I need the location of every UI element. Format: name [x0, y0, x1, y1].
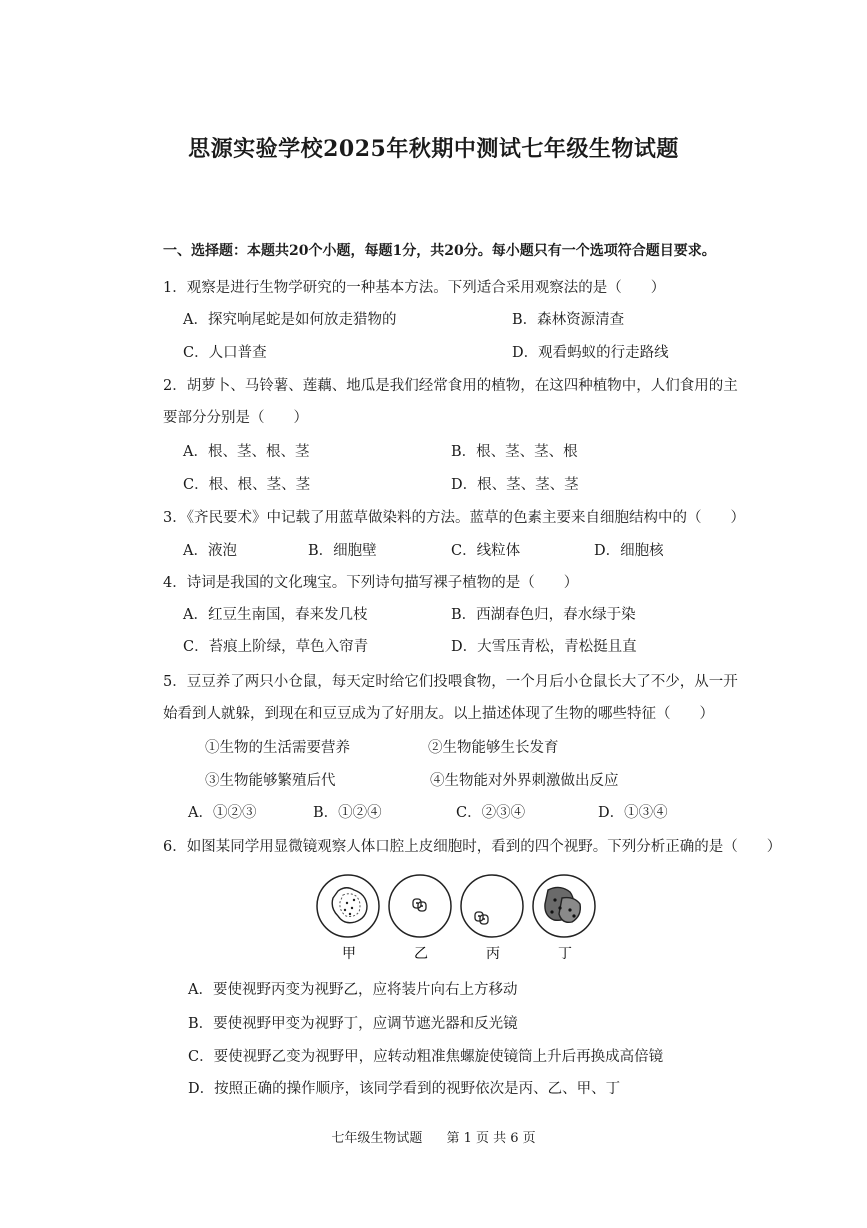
- field-jia: [317, 875, 379, 937]
- question-3-option-d: D．细胞核: [594, 543, 664, 559]
- question-1-stem: 1．观察是进行生物学研究的一种基本方法。下列适合采用观察法的是（ ）: [163, 280, 666, 296]
- question-5-stem-line1: 5．豆豆养了两只小仓鼠，每天定时给它们投喂食物，一个月后小仓鼠长大了不少，从一开: [163, 674, 738, 690]
- question-3-option-a: A．液泡: [183, 543, 237, 559]
- question-5-option-a: A．①②③: [188, 805, 257, 821]
- field-label-ding: 丁: [558, 946, 572, 962]
- footer-page-number: 第 1 页 共 6 页: [446, 1131, 536, 1146]
- question-2-stem-line1: 2．胡萝卜、马铃薯、莲藕、地瓜是我们经常食用的植物，在这四种植物中，人们食用的主: [163, 378, 738, 394]
- question-6-option-a: A．要使视野丙变为视野乙，应将装片向右上方移动: [188, 982, 518, 998]
- field-label-jia: 甲: [342, 946, 356, 962]
- question-6-option-c: C．要使视野乙变为视野甲，应转动粗准焦螺旋使镜筒上升后再换成高倍镜: [188, 1049, 664, 1065]
- question-6-stem: 6．如图某同学用显微镜观察人体口腔上皮细胞时，看到的四个视野。下列分析正确的是（ ）: [163, 839, 782, 855]
- question-4-option-b: B．西湖春色归，春水绿于染: [451, 607, 636, 623]
- section-heading: 一、选择题：本题共20个小题，每题1分，共20分。每小题只有一个选项符合题目要求。: [163, 243, 716, 259]
- question-2-option-c: C．根、根、茎、茎: [183, 477, 311, 493]
- question-5-option-d: D．①③④: [598, 805, 668, 821]
- question-1-option-c: C．人口普查: [183, 345, 267, 361]
- question-5-statement-1: ①生物的生活需要营养: [205, 740, 350, 756]
- field-bing: [461, 875, 523, 937]
- question-4-option-c: C．苔痕上阶绿，草色入帘青: [183, 639, 369, 655]
- question-2-option-b: B．根、茎、茎、根: [451, 444, 578, 460]
- question-1-option-d: D．观看蚂蚁的行走路线: [512, 345, 669, 361]
- question-5-option-b: B．①②④: [313, 805, 382, 821]
- question-4-option-d: D．大雪压青松，青松挺且直: [451, 639, 637, 655]
- question-5-statement-2: ②生物能够生长发育: [428, 740, 559, 756]
- question-5-option-c: C．②③④: [456, 805, 526, 821]
- exam-title: 思源实验学校2025年秋期中测试七年级生物试题: [188, 136, 679, 162]
- field-ding: [533, 875, 595, 937]
- question-2-option-a: A．根、茎、根、茎: [183, 444, 310, 460]
- question-5-statement-4: ④生物能对外界刺激做出反应: [430, 773, 619, 789]
- question-3-option-b: B．细胞壁: [308, 543, 377, 559]
- question-6-option-b: B．要使视野甲变为视野丁，应调节遮光器和反光镜: [188, 1016, 518, 1032]
- footer-subject: 七年级生物试题: [331, 1131, 423, 1146]
- question-3-option-c: C．线粒体: [451, 543, 521, 559]
- question-1-option-a: A．探究响尾蛇是如何放走猎物的: [183, 312, 397, 328]
- page-footer: [0, 1127, 867, 1146]
- question-4-stem: 4．诗词是我国的文化瑰宝。下列诗句描写裸子植物的是（ ）: [163, 575, 579, 591]
- field-yi: [389, 875, 451, 937]
- microscope-fields-svg: [312, 870, 612, 965]
- question-1-option-b: B．森林资源清查: [512, 312, 625, 328]
- field-label-yi: 乙: [414, 946, 428, 962]
- question-5-stem-line2: 始看到人就躲，到现在和豆豆成为了好朋友。以上描述体现了生物的哪些特征（ ）: [163, 706, 714, 722]
- question-2-option-d: D．根、茎、茎、茎: [451, 477, 579, 493]
- question-2-stem-line2: 要部分分别是（ ）: [163, 410, 308, 426]
- question-3-stem: 3．《齐民要术》中记载了用蓝草做染料的方法。蓝草的色素主要来自细胞结构中的（ ）: [163, 510, 745, 526]
- field-label-bing: 丙: [486, 946, 500, 962]
- question-5-statement-3: ③生物能够繁殖后代: [205, 773, 336, 789]
- question-6-option-d: D．按照正确的操作顺序，该同学看到的视野依次是丙、乙、甲、丁: [188, 1081, 621, 1097]
- microscope-fields-figure: [312, 870, 612, 965]
- question-4-option-a: A．红豆生南国，春来发几枝: [183, 607, 368, 623]
